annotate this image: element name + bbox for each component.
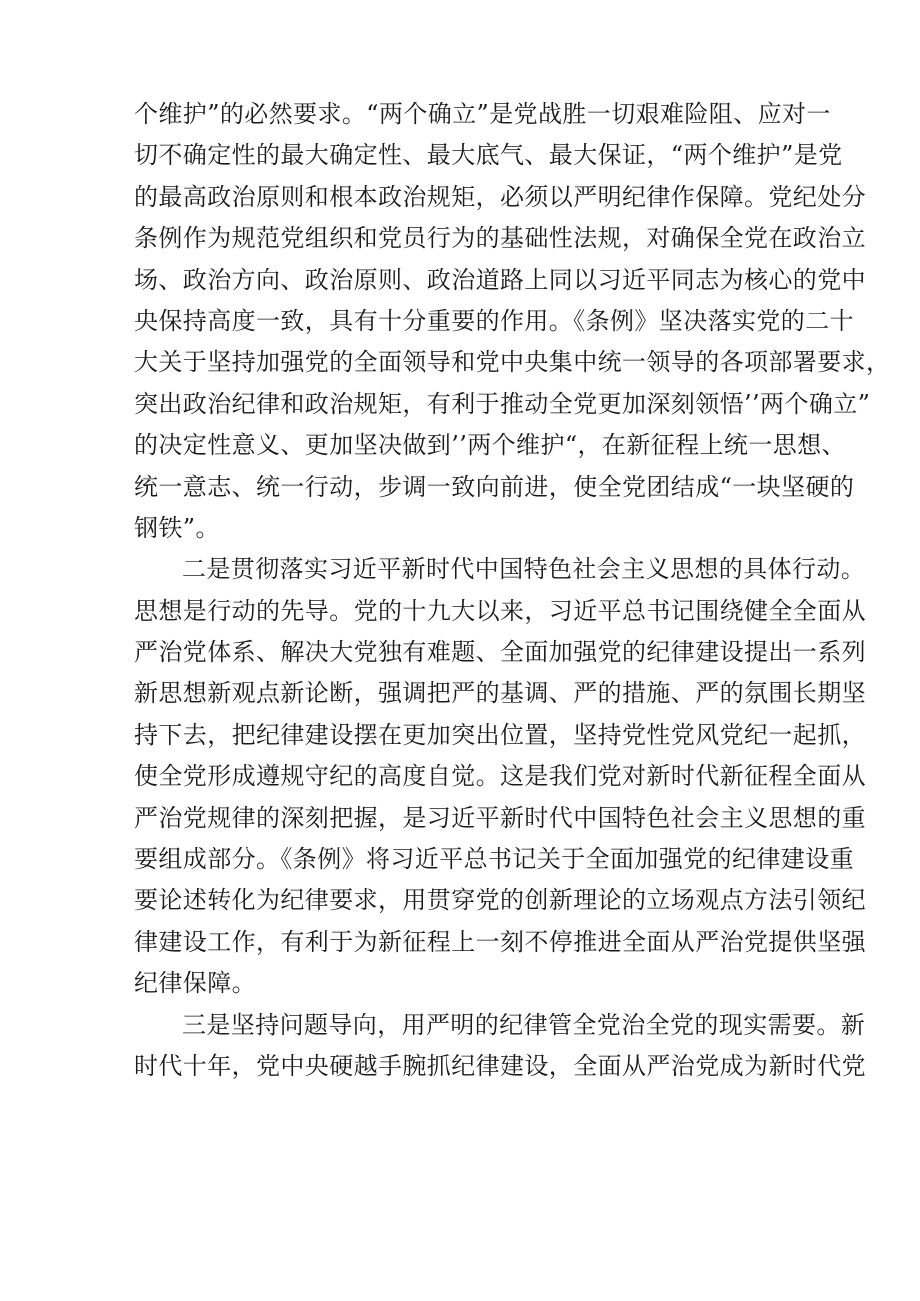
text-line: 使全党形成遵规守纪的高度自觉。这是我们党对新时代新征程全面从 bbox=[134, 762, 866, 791]
text-line: 条例作为规范党组织和党员行为的基础性法规，对确保全党在政治立 bbox=[134, 224, 866, 253]
text-line: 纪律保障。 bbox=[134, 969, 256, 998]
text-line: 钢铁”。 bbox=[134, 513, 220, 542]
text-line: 个维护”的必然要求。“两个确立”是党战胜一切艰难险阻、应对一 bbox=[134, 100, 831, 128]
text-line: 切不确定性的最大确定性、最大底气、最大保证，“两个维护”是党 bbox=[134, 141, 843, 170]
text-line: 要论述转化为纪律要求，用贯穿党的创新理论的立场观点方法引领纪 bbox=[134, 886, 866, 915]
text-line: 央保持高度一致，具有十分重要的作用。《条例》坚决落实党的二十 bbox=[134, 306, 854, 335]
text-line: 突出政治纪律和政治规矩，有利于推动全党更加深刻领悟’’两个确立” bbox=[134, 389, 871, 418]
text-line: 律建设工作，有利于为新征程上一刻不停推进全面从严治党提供坚强 bbox=[134, 927, 866, 956]
paragraph-start-line: 三是坚持问题导向，用严明的纪律管全党治全党的现实需要。新 bbox=[182, 1010, 866, 1039]
text-line: 思想是行动的先导。党的十九大以来，习近平总书记围绕健全全面从 bbox=[134, 596, 866, 625]
text-line: 统一意志、统一行动，步调一致向前进，使全党团结成“一块坚硬的 bbox=[134, 472, 855, 501]
text-line: 严治党体系、解决大党独有难题、全面加强党的纪律建设提出一系列 bbox=[134, 638, 866, 667]
text-line: 大关于坚持加强党的全面领导和党中央集中统一领导的各项部署要求， bbox=[134, 348, 891, 377]
text-line: 新思想新观点新论断，强调把严的基调、严的措施、严的氛围长期坚 bbox=[134, 679, 866, 708]
text-line: 场、政治方向、政治原则、政治道路上同以习近平同志为核心的党中 bbox=[134, 265, 866, 294]
document-body bbox=[134, 94, 891, 1087]
text-line: 的决定性意义、更加坚决做到’’两个维护“，在新征程上统一思想、 bbox=[134, 431, 846, 460]
text-line: 时代十年，党中央硬越手腕抓纪律建设，全面从严治党成为新时代党 bbox=[134, 1051, 866, 1080]
text-line: 要组成部分。《条例》将习近平总书记关于全面加强党的纪律建设重 bbox=[134, 845, 854, 874]
text-line: 严治党规律的深刻把握，是习近平新时代中国特色社会主义思想的重 bbox=[134, 803, 866, 832]
text-line: 持下去，把纪律建设摆在更加突出位置，坚持党性党风党纪一起抓， bbox=[134, 720, 866, 749]
text-line: 的最高政治原则和根本政治规矩，必须以严明纪律作保障。党纪处分 bbox=[134, 182, 866, 211]
paragraph-start-line: 二是贯彻落实习近平新时代中国特色社会主义思想的具体行动。 bbox=[182, 555, 866, 584]
